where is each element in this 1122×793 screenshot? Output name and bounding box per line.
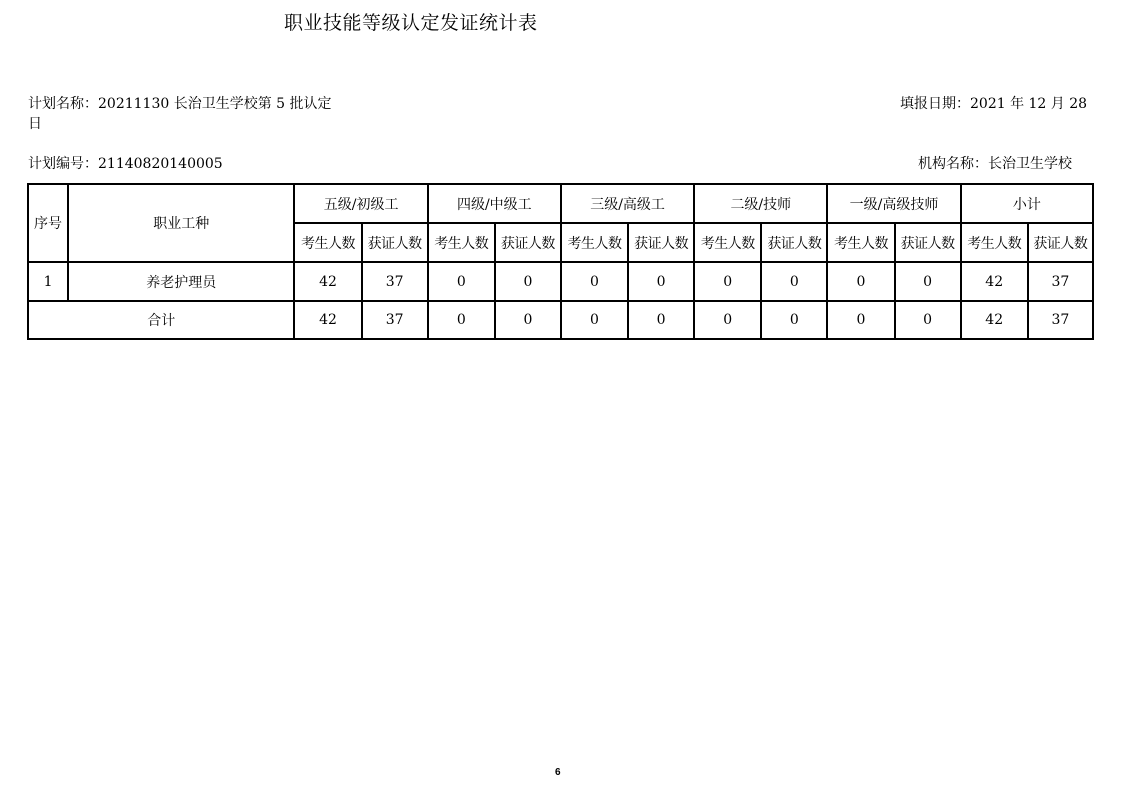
certification-stats-table <box>27 183 1094 340</box>
table-cell: 0 <box>694 262 761 301</box>
total-cell: 37 <box>1028 301 1093 339</box>
table-cell: 0 <box>628 262 694 301</box>
plan-name: 计划名称：20211130 长治卫生学校第 5 批认定 <box>28 96 332 112</box>
total-cell: 0 <box>628 301 694 339</box>
header-level-5: 五级/初级工 <box>294 184 427 223</box>
fill-date: 填报日期：2021 年 12 月 28 <box>900 96 1088 112</box>
table-cell: 37 <box>1028 262 1093 301</box>
plan-number: 计划编号：21140820140005 <box>28 156 223 172</box>
table-cell: 42 <box>294 262 361 301</box>
total-cell: 0 <box>895 301 961 339</box>
row-seq: 1 <box>28 262 68 301</box>
organization-name: 机构名称：长治卫生学校 <box>918 156 1072 172</box>
total-cell: 0 <box>428 301 495 339</box>
document-title: 职业技能等级认定发证统计表 <box>284 12 538 34</box>
header-seq: 序号 <box>28 184 68 262</box>
table-cell: 42 <box>961 262 1028 301</box>
total-cell: 42 <box>961 301 1028 339</box>
header-row-levels <box>28 184 1093 223</box>
table-cell: 0 <box>827 262 894 301</box>
table-cell: 0 <box>495 262 561 301</box>
table-cell: 0 <box>428 262 495 301</box>
plan-name-continuation: 日 <box>28 116 42 132</box>
header-subtotal: 小计 <box>961 184 1093 223</box>
header-certified: 获证人数 <box>495 223 561 262</box>
header-examinees: 考生人数 <box>294 223 361 262</box>
header-level-1: 一级/高级技师 <box>827 184 960 223</box>
header-level-4: 四级/中级工 <box>428 184 561 223</box>
header-certified: 获证人数 <box>362 223 428 262</box>
header-level-2: 二级/技师 <box>694 184 827 223</box>
table-cell: 0 <box>895 262 961 301</box>
total-cell: 0 <box>761 301 827 339</box>
page-number: 6 <box>555 767 561 778</box>
total-cell: 0 <box>827 301 894 339</box>
header-level-3: 三级/高级工 <box>561 184 694 223</box>
header-examinees: 考生人数 <box>428 223 495 262</box>
table-cell: 0 <box>761 262 827 301</box>
header-certified: 获证人数 <box>1028 223 1093 262</box>
header-certified: 获证人数 <box>895 223 961 262</box>
header-examinees: 考生人数 <box>961 223 1028 262</box>
total-cell: 37 <box>362 301 428 339</box>
table-row <box>28 262 1093 301</box>
header-examinees: 考生人数 <box>561 223 628 262</box>
header-certified: 获证人数 <box>628 223 694 262</box>
header-examinees: 考生人数 <box>827 223 894 262</box>
total-label: 合计 <box>28 301 294 339</box>
header-certified: 获证人数 <box>761 223 827 262</box>
total-row <box>28 301 1093 339</box>
header-examinees: 考生人数 <box>694 223 761 262</box>
table-cell: 37 <box>362 262 428 301</box>
table-cell: 0 <box>561 262 628 301</box>
header-occupation: 职业工种 <box>68 184 294 262</box>
total-cell: 0 <box>694 301 761 339</box>
row-occupation: 养老护理员 <box>68 262 294 301</box>
total-cell: 42 <box>294 301 361 339</box>
total-cell: 0 <box>561 301 628 339</box>
total-cell: 0 <box>495 301 561 339</box>
